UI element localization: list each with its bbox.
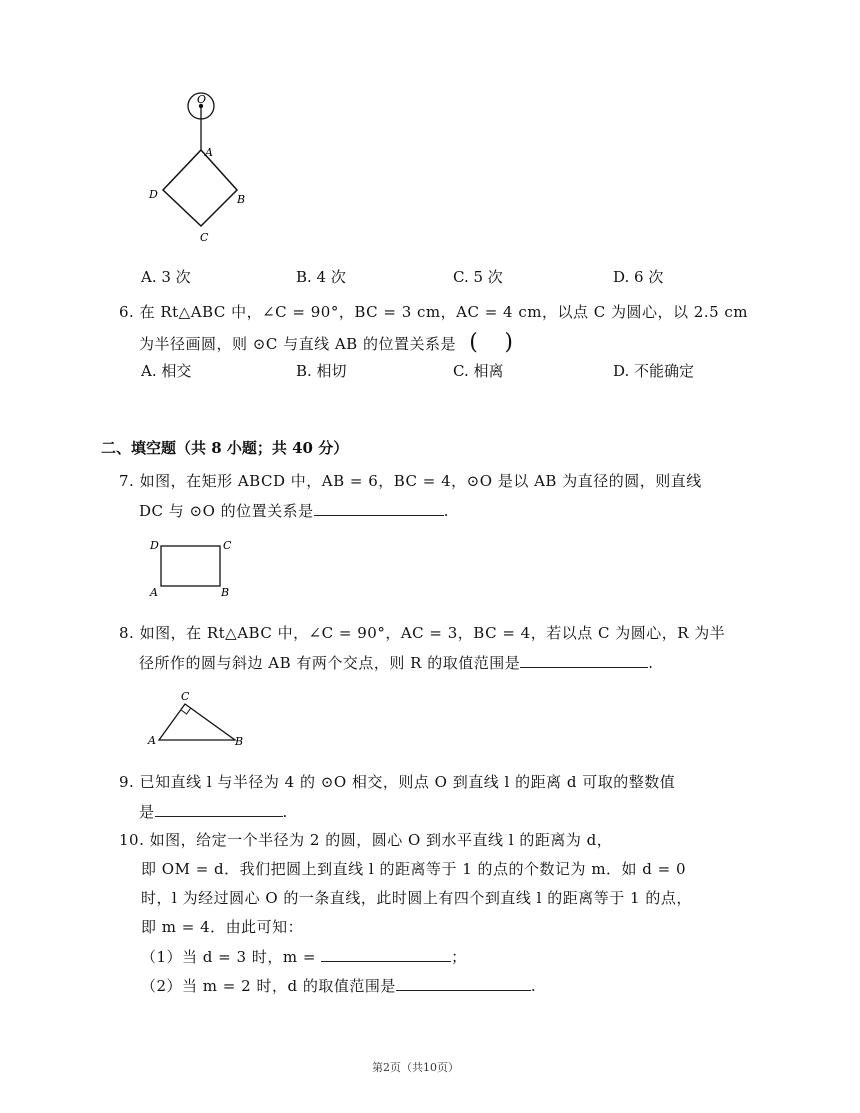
triangle-abc [159,704,235,740]
q7-line2-end: . [443,502,449,520]
label-o: O [197,93,207,106]
q7-line2 [139,499,449,521]
q10-line2: 即 OM = d．我们把圆上到直线 l 的距离等于 1 的点的个数记为 m．如 d = 0 [141,860,687,878]
rhombus-abcd [163,150,237,226]
q10-line1: 10. 如图，给定一个半径为 2 的圆，圆心 O 到水平直线 l 的距离为 d， [119,831,613,849]
label-c: C [200,231,209,244]
q8-label-a: A [148,734,156,747]
q9-line2-text: 是 [139,803,155,821]
q9-line1: 9. 已知直线 l 与半径为 4 的 ⊙O 相交，则点 O 到直线 l 的距离 d 可取的整数值 [119,773,676,791]
q7-figure [145,536,240,601]
q8-line2-text: 径所作的圆与斜边 AB 有两个交点，则 R 的取值范围是 [139,654,521,672]
q10-sub2-text: （2）当 m = 2 时，d 的取值范围是 [141,977,396,995]
q5-option-b[interactable]: B. 4 次 [296,268,346,286]
q6-option-a[interactable]: A. 相交 [141,362,192,380]
q10-sub1 [141,945,467,967]
q6-answer-paren-open[interactable]: ( [469,330,479,355]
page-footer: 第2页（共10页） [372,1061,459,1074]
q7-answer-blank[interactable] [314,499,444,516]
q10-sub1-blank[interactable] [321,945,451,962]
q8-label-c: C [181,690,190,703]
q10-line3: 时，l 为经过圆心 O 的一条直线，此时圆上有四个到直线 l 的距离等于 1 的点， [141,889,692,907]
label-d: D [149,188,158,201]
q6-line1: 6. 在 Rt△ABC 中，∠C = 90°，BC = 3 cm，AC = 4 cm，以点 C 为圆心，以 2.5 cm [119,303,749,321]
q8-answer-blank[interactable] [520,651,648,668]
q10-sub2 [141,974,536,996]
q7-line1: 7. 如图，在矩形 ABCD 中，AB = 6，BC = 4，⊙O 是以 AB 为直径的圆，则直线 [119,472,702,490]
q6-line2-text: 为半径画圆，则 ⊙C 与直线 AB 的位置关系是 [139,335,456,353]
label-a: A [205,146,213,159]
section-2-title: 二、填空题（共 8 小题；共 40 分） [101,439,349,457]
q7-label-a: A [150,586,158,599]
label-b: B [237,193,246,206]
q9-line2-end: . [282,803,288,821]
q6-option-c[interactable]: C. 相离 [453,362,504,380]
q5-option-a[interactable]: A. 3 次 [141,268,191,286]
right-angle-mark [181,708,191,714]
q10-sub2-end: . [530,977,537,995]
q10-sub1-end: ； [451,948,467,966]
q9-line2 [139,800,288,822]
q8-line2 [139,651,654,673]
q7-line2-text: DC 与 ⊙O 的位置关系是 [139,502,314,520]
q7-label-b: B [221,586,230,599]
q10-sub1-text: （1）当 d = 3 时，m = [141,948,316,966]
q5-option-c[interactable]: C. 5 次 [453,268,503,286]
q7-label-d: D [150,539,159,552]
q6-option-b[interactable]: B. 相切 [296,362,347,380]
q9-answer-blank[interactable] [155,800,283,817]
q8-label-b: B [235,735,244,748]
q5-figure [140,85,260,245]
q8-line1: 8. 如图，在 Rt△ABC 中，∠C = 90°，AC = 3，BC = 4，若以点 C 为圆心，R 为半 [119,624,726,642]
q6-option-d[interactable]: D. 不能确定 [613,362,695,380]
q6-line2 [139,330,513,355]
q10-line4: 即 m = 4．由此可知： [141,918,304,936]
q6-answer-paren-close[interactable]: ) [504,330,514,355]
q5-option-d[interactable]: D. 6 次 [613,268,664,286]
q8-figure [145,688,250,750]
q8-line2-end: . [648,654,654,672]
q7-label-c: C [223,539,232,552]
rectangle-abcd [161,546,220,586]
q10-sub2-blank[interactable] [396,974,531,991]
